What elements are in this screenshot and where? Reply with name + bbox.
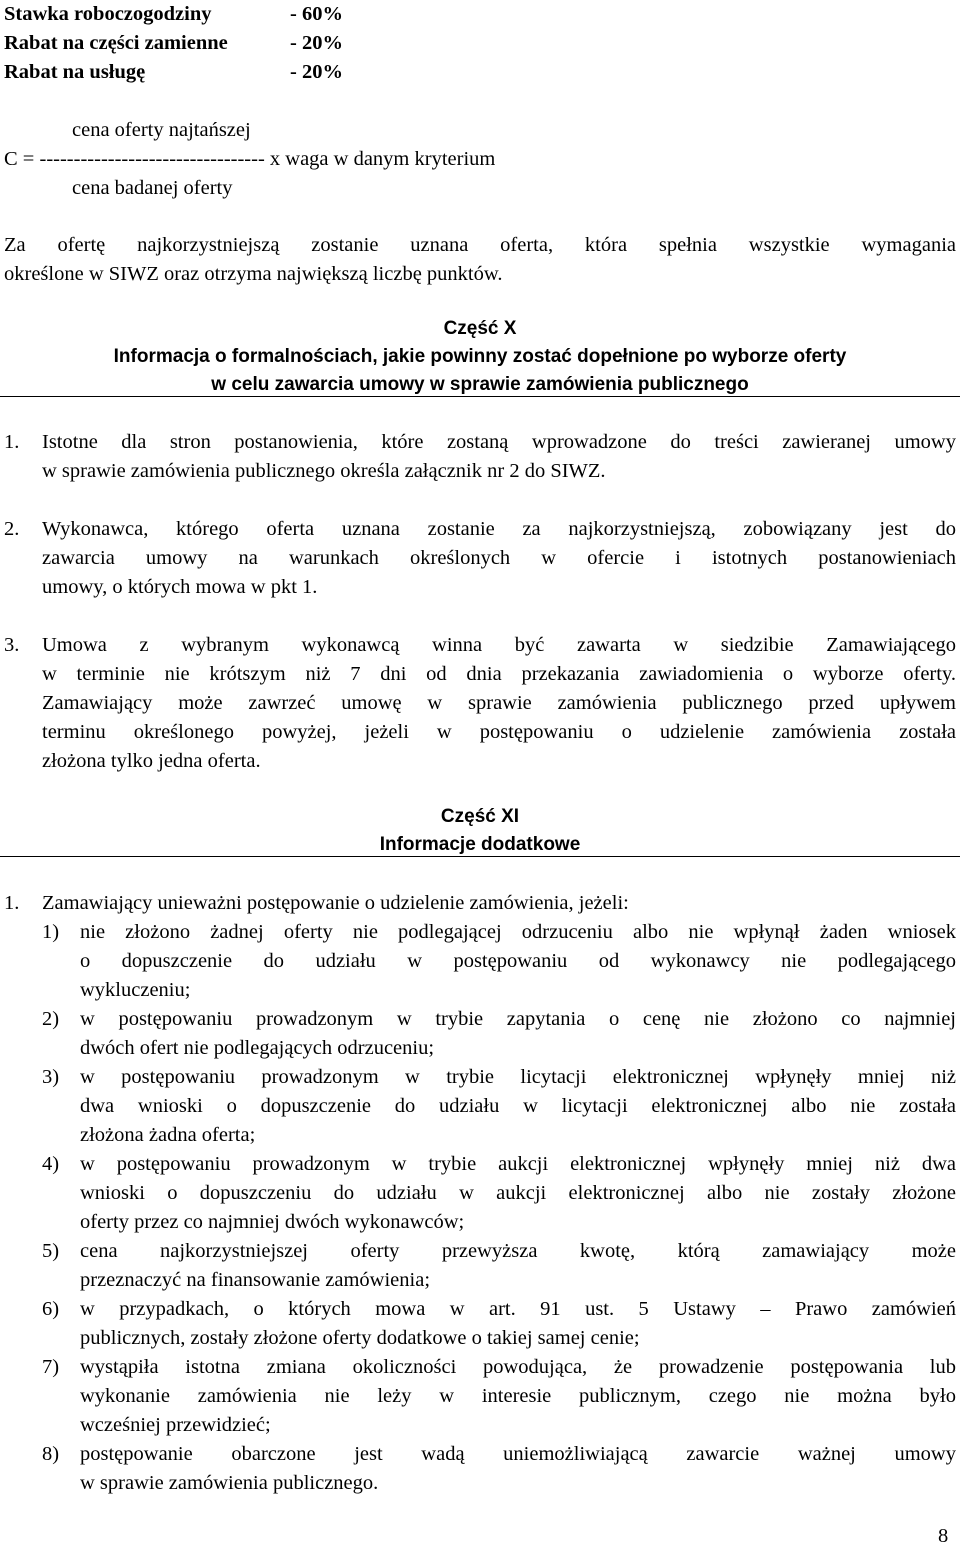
sub-4-number: 4) (42, 1153, 60, 1175)
sub-6-line-2: publicznych, zostały złożone oferty dodatkowe o takiej samej cenie; (80, 1327, 640, 1349)
formula-line (4, 145, 495, 174)
item-2-number: 2. (4, 518, 20, 540)
formula-prefix: C = (4, 148, 35, 170)
sub-8-line-1: postępowanie obarczone jest wadą uniemożliwiającą zawarcie ważnej umowy (80, 1443, 956, 1465)
formula-fraction-bar: --------------------------------- (39, 148, 265, 170)
item-3-line-3: Zamawiający może zawrzeć umowę w sprawie zamówienia publicznego przed upływem (42, 692, 956, 714)
rate-value-labor: - 60% (290, 3, 343, 25)
item-2-line-1: Wykonawca, którego oferta uznana zostanie za najkorzystniejszą, zobowiązany jest do (42, 518, 956, 540)
item-3-line-5: złożona tylko jedna oferta. (42, 750, 261, 772)
sub-7-line-3: wcześniej przewidzieć; (80, 1414, 271, 1436)
sub-3-line-2: dwa wnioski o dopuszczenie do udziału w licytacji elektronicznej albo nie została (80, 1095, 956, 1117)
section-xi-title: Część XI (440, 806, 520, 827)
sub-6-number: 6) (42, 1298, 60, 1320)
rate-label-labor: Stawka roboczogodziny (4, 3, 212, 25)
sub-7-line-1: wystąpiła istotna zmiana okoliczności powodująca, że prowadzenie postępowania lub (80, 1356, 956, 1378)
item-1-number: 1. (4, 431, 20, 453)
item-2-line-3: umowy, o których mowa w pkt 1. (42, 576, 318, 598)
sub-1-line-3: wykluczeniu; (80, 979, 191, 1001)
section-xi-heading: Informacje dodatkowe (379, 834, 581, 855)
rate-label-parts: Rabat na części zamienne (4, 32, 228, 54)
rate-label-service: Rabat na usługę (4, 61, 146, 83)
sub-1-line-1: nie złożono żadnej oferty nie podlegającej odrzuceniu albo nie wpłynął żaden wniosek (80, 921, 956, 943)
sub-8-number: 8) (42, 1443, 60, 1465)
intro-line-2: określone w SIWZ oraz otrzyma największą liczbę punktów. (4, 263, 503, 285)
item-3-number: 3. (4, 634, 20, 656)
sub-4-line-3: oferty przez co najmniej dwóch wykonawców; (80, 1211, 465, 1233)
sub-3-number: 3) (42, 1066, 60, 1088)
sub-3-line-1: w postępowaniu prowadzonym w trybie licytacji elektronicznej wpłynęły mniej niż (80, 1066, 956, 1088)
sub-7-number: 7) (42, 1356, 60, 1378)
formula-numerator: cena oferty najtańszej (72, 119, 251, 141)
sub-2-number: 2) (42, 1008, 60, 1030)
formula-suffix: x waga w danym kryterium (269, 148, 496, 170)
item-3-line-4: terminu określonego powyżej, jeżeli w postępowaniu o udzielenie zamówienia została (42, 721, 956, 743)
sub-2-line-2: dwóch ofert nie podlegających odrzuceniu; (80, 1037, 435, 1059)
section-x-heading-2: w celu zawarcia umowy w sprawie zamówienia publicznego (211, 374, 749, 395)
sub-3-line-3: złożona żadna oferta; (80, 1124, 256, 1146)
section-divider (0, 396, 960, 397)
xi-point-1-number: 1. (4, 892, 20, 914)
xi-point-1-text: Zamawiający unieważni postępowanie o udzielenie zamówienia, jeżeli: (42, 892, 629, 914)
sub-5-line-2: przeznaczyć na finansowanie zamówienia; (80, 1269, 431, 1291)
item-1-line-1: Istotne dla stron postanowienia, które zostaną wprowadzone do treści zawieranej umowy (42, 431, 956, 453)
section-x-title: Część X (443, 318, 517, 339)
sub-6-line-1: w przypadkach, o których mowa w art. 91 ust. 5 Ustawy – Prawo zamówień (80, 1298, 956, 1320)
section-x-heading-1: Informacja o formalnościach, jakie powinny zostać dopełnione po wyborze oferty (113, 346, 847, 367)
sub-1-number: 1) (42, 921, 60, 943)
rate-value-parts: - 20% (290, 32, 343, 54)
item-3-line-2: w terminie nie krótszym niż 7 dni od dnia przekazania zawiadomienia o wyborze oferty. (42, 663, 956, 685)
sub-4-line-1: w postępowaniu prowadzonym w trybie aukcji elektronicznej wpłynęły mniej niż dwa (80, 1153, 956, 1175)
sub-7-line-2: wykonanie zamówienia nie leży w interesie publicznym, czego nie można było (80, 1385, 956, 1407)
sub-2-line-1: w postępowaniu prowadzonym w trybie zapytania o cenę nie złożono co najmniej (80, 1008, 956, 1030)
intro-line-1: Za ofertę najkorzystniejszą zostanie uznana oferta, która spełnia wszystkie wymagania (4, 234, 956, 256)
item-1-line-2: w sprawie zamówienia publicznego określa załącznik nr 2 do SIWZ. (42, 460, 606, 482)
formula-denominator: cena badanej oferty (72, 177, 233, 199)
sub-1-line-2: o dopuszczenie do udziału w postępowaniu od wykonawcy nie podlegającego (80, 950, 956, 972)
sub-5-number: 5) (42, 1240, 60, 1262)
sub-4-line-2: wnioski o dopuszczeniu do udziału w aukcji elektronicznej albo nie zostały złożone (80, 1182, 956, 1204)
section-divider (0, 856, 960, 857)
rate-value-service: - 20% (290, 61, 343, 83)
sub-5-line-1: cena najkorzystniejszej oferty przewyższa kwotę, którą zamawiający może (80, 1240, 956, 1262)
item-3-line-1: Umowa z wybranym wykonawcą winna być zawarta w siedzibie Zamawiającego (42, 634, 956, 656)
page-number: 8 (938, 1525, 949, 1547)
item-2-line-2: zawarcia umowy na warunkach określonych w ofercie i istotnych postanowieniach (42, 547, 956, 569)
sub-8-line-2: w sprawie zamówienia publicznego. (80, 1472, 379, 1494)
